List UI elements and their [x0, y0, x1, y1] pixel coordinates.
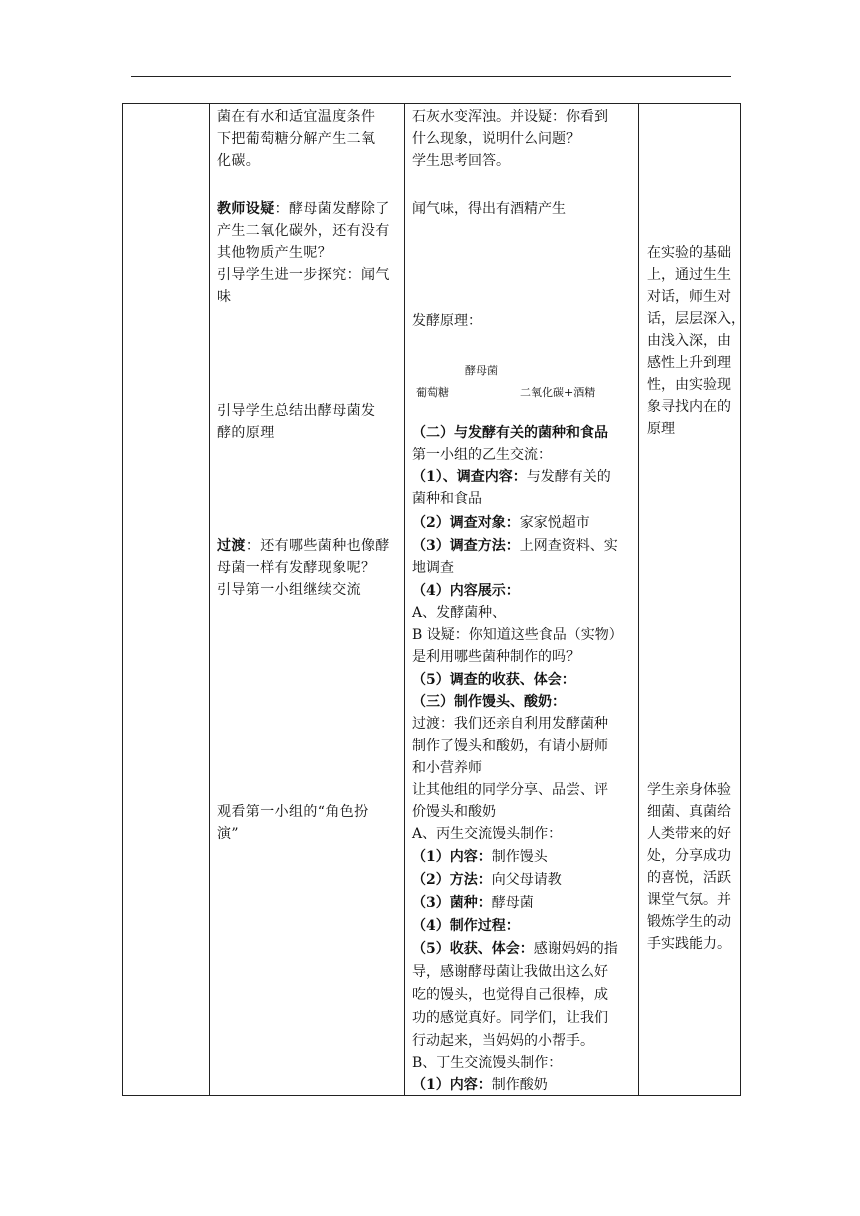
column-divider	[404, 104, 405, 1095]
text-line	[412, 466, 611, 488]
text-line: 让其他组的同学分享、品尝、评	[412, 782, 608, 798]
text-line: 产生二氧化碳外，还有没有	[217, 223, 390, 239]
text-line: 对话，师生对	[647, 289, 731, 305]
text-line: 引导第一小组继续交流	[217, 582, 361, 598]
text-line: 化碳。	[217, 153, 261, 169]
text-line: 上，通过生生	[647, 267, 731, 283]
text-line: 母菌一样有发酵现象呢？	[217, 560, 376, 576]
student-activity-cell	[412, 104, 634, 1095]
item-label: （5）调查的收获、体会：	[412, 672, 576, 688]
text-line: 引导学生进一步探究：闻气	[217, 267, 390, 283]
header-rule	[131, 76, 731, 77]
item-value: 向父母请教	[491, 872, 562, 888]
item-label: （5）收获、体会：	[412, 941, 534, 957]
item-label: （1）内容：	[412, 1077, 492, 1093]
text-line: 课堂气氛。并	[647, 892, 731, 908]
text-line: 原理	[647, 421, 675, 437]
text-line: 吃的馒头，也觉得自己很棒，成	[412, 987, 608, 1003]
item-label: （4）内容展示：	[412, 583, 520, 599]
text-line: 象寻找内在的	[647, 399, 731, 415]
text-line	[412, 1074, 548, 1096]
text-line: 地调查	[412, 560, 454, 576]
item-label: （4）制作过程：	[412, 918, 520, 934]
column-divider	[209, 104, 210, 1095]
reaction-product: 二氧化碳+酒精	[520, 386, 596, 399]
teacher-question-label: 教师设疑	[217, 201, 275, 217]
text-line: 观看第一小组的“角色扮	[217, 804, 369, 820]
text-line	[412, 892, 534, 914]
item-label: （3）菌种：	[412, 895, 492, 911]
text-line: 酵的原理	[217, 425, 275, 441]
item-label: （1）、调查内容：	[412, 469, 527, 485]
text-line: 什么现象，说明什么问题？	[412, 131, 580, 147]
stage-cell	[123, 104, 209, 1095]
section-heading: （三）制作馒头、酸奶：	[412, 694, 566, 710]
item-value: 上网查资料、实	[519, 538, 618, 554]
text-line: 下把葡萄糖分解产生二氧	[217, 131, 376, 147]
text-line: A、发酵菌种、	[412, 605, 507, 621]
text-line: A、丙生交流馒头制作：	[412, 826, 563, 842]
text-line: 其他物质产生呢？	[217, 245, 333, 261]
text-line: 在实验的基础	[647, 245, 731, 261]
text-line: 价馒头和酸奶	[412, 804, 496, 820]
text-line	[412, 938, 618, 960]
text-line: 感性上升到理	[647, 355, 731, 371]
text-line: 菌种和食品	[412, 491, 482, 507]
item-value: 制作酸奶	[491, 1077, 548, 1093]
text-line: B 设疑：你知道这些食品（实物）	[412, 627, 623, 643]
text-line	[217, 535, 390, 557]
text-line: 话，层层深入，	[647, 311, 745, 327]
text-line: 锻炼学生的动	[647, 914, 731, 930]
text-line: 性，由实验现	[647, 377, 731, 393]
text-line: 第一小组的乙生交流：	[412, 447, 552, 463]
item-value: 家家悦超市	[519, 515, 590, 531]
text-line: 的喜悦，活跃	[647, 870, 731, 886]
teacher-question-text: ：酵母菌发酵除了	[274, 201, 390, 217]
text-line: 人类带来的好	[647, 826, 731, 842]
text-line: 石灰水变浑浊。并设疑：你看到	[412, 109, 608, 125]
item-value: 制作馒头	[491, 849, 548, 865]
item-label: （3）调查方法：	[412, 538, 520, 554]
text-line	[412, 535, 618, 557]
text-line: B、丁生交流馒头制作：	[412, 1055, 563, 1071]
text-line: 是利用哪些菌种制作的吗？	[412, 649, 580, 665]
section-heading: （二）与发酵有关的菌种和食品	[412, 425, 608, 441]
text-line	[412, 869, 562, 891]
text-line: 制作了馒头和酸奶，有请小厨师	[412, 738, 608, 754]
text-line: 处，分享成功	[647, 848, 731, 864]
reaction-reactant: 葡萄糖	[416, 386, 449, 399]
text-line: 由浅入深，由	[647, 333, 731, 349]
text-line: 菌在有水和适宜温度条件	[217, 109, 376, 125]
item-label: （2）方法：	[412, 872, 492, 888]
item-value: 与发酵有关的	[526, 469, 611, 485]
text-line: 发酵原理：	[412, 313, 482, 329]
transition-text: ：还有哪些菌种也像酵	[245, 538, 390, 554]
text-line: 细菌、真菌给	[647, 804, 731, 820]
item-label: （1）内容：	[412, 849, 492, 865]
reaction-catalyst: 酵母菌	[465, 364, 498, 377]
item-value: 感谢妈妈的指	[533, 941, 618, 957]
text-line: 演”	[217, 826, 239, 842]
design-intent-cell	[647, 104, 745, 1095]
text-line: 学生亲身体验	[647, 782, 731, 798]
lesson-table	[122, 103, 745, 1096]
text-line: 功的感觉真好。同学们，让我们	[412, 1010, 608, 1026]
item-value: 酵母菌	[491, 895, 534, 911]
text-line	[412, 512, 590, 534]
text-line: 导，感谢酵母菌让我做出这么好	[412, 964, 608, 980]
text-line: 和小营养师	[412, 760, 482, 776]
text-line	[412, 846, 548, 868]
text-line: 过渡：我们还亲自利用发酵菌种	[412, 716, 608, 732]
text-line: 闻气味，得出有酒精产生	[412, 201, 566, 217]
text-line	[217, 198, 390, 220]
text-line: 行动起来，当妈妈的小帮手。	[412, 1033, 594, 1049]
column-divider	[638, 104, 639, 1095]
text-line: 学生思考回答。	[412, 153, 510, 169]
transition-label: 过渡	[217, 538, 246, 554]
text-line: 手实践能力。	[647, 936, 731, 952]
teacher-activity-cell	[217, 104, 400, 1095]
text-line: 引导学生总结出酵母菌发	[217, 403, 376, 419]
text-line: 味	[217, 289, 232, 305]
item-label: （2）调查对象：	[412, 515, 520, 531]
